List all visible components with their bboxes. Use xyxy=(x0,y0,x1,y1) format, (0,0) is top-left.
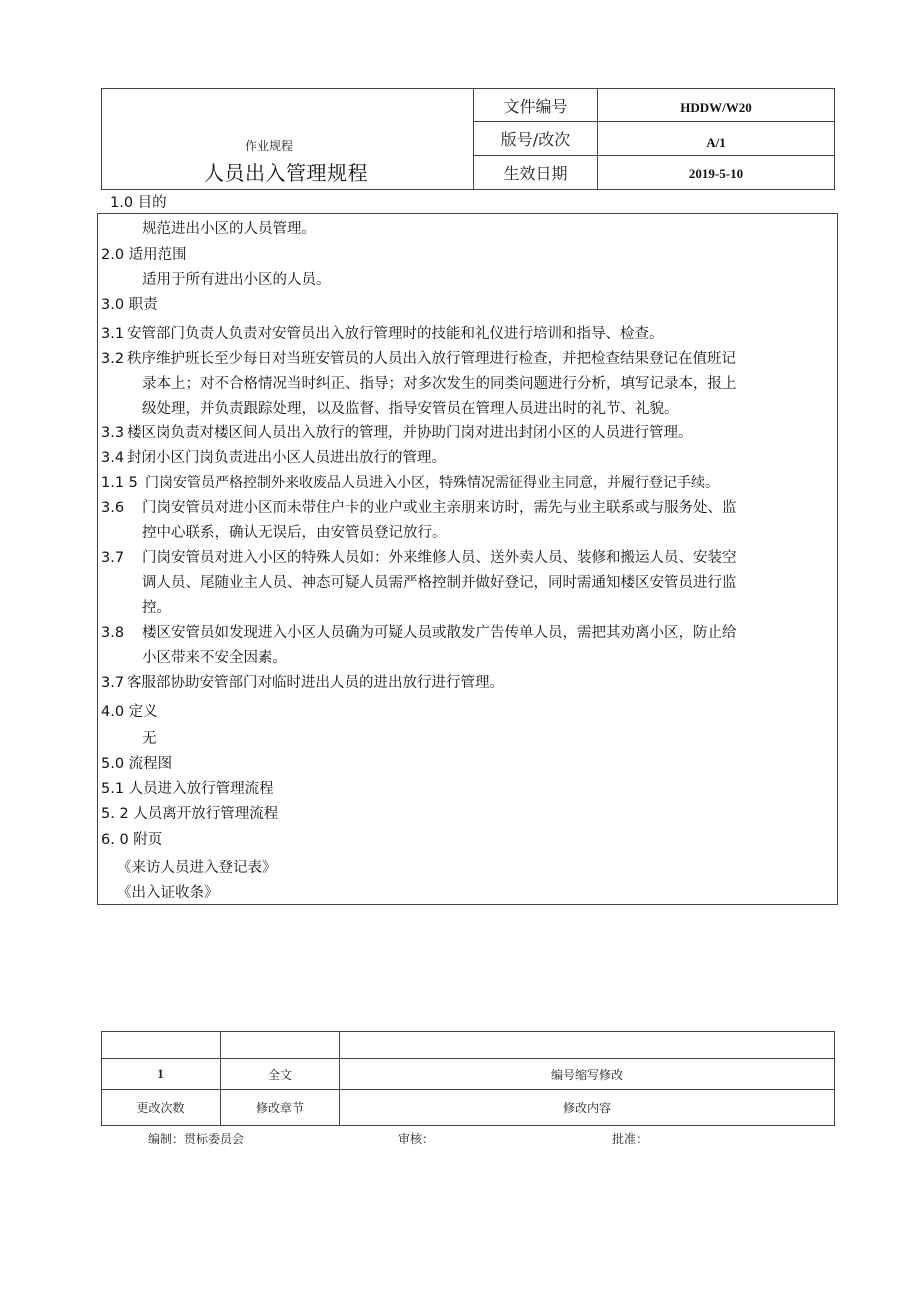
flowchart-item-2: 5. 2 人员离开放行管理流程 xyxy=(101,806,279,822)
document-category: 作业规程 xyxy=(245,139,294,153)
duty-text-line: 客服部协助安管部门对临时进出人员的进出放行进行管理。 xyxy=(127,675,504,691)
duty-number: 3.7 xyxy=(101,675,125,691)
duty-number: 3.3 xyxy=(101,425,125,441)
duty-text-line: 封闭小区门岗负责进出小区人员进出放行的管理。 xyxy=(127,450,446,466)
duty-number: 3.7 xyxy=(101,550,125,566)
duty-number: 1.1 5 xyxy=(101,475,138,491)
appendix-heading: 6. 0 附页 xyxy=(101,832,163,848)
signature-review: 审核： xyxy=(398,1132,435,1146)
duty-number: 3.4 xyxy=(101,450,125,466)
duty-number: 3.8 xyxy=(101,625,125,641)
revision-content: 编号缩写修改 xyxy=(550,1067,623,1082)
revision-chapter: 全文 xyxy=(267,1067,292,1082)
duty-text-line: 级处理，并负责跟踪处理，以及监督、指导安管员在管理人员进出时的礼节、礼貌。 xyxy=(142,401,679,417)
value-version: A/1 xyxy=(706,134,726,150)
duty-number: 3.6 xyxy=(101,500,125,516)
duty-text-line: 门岗安管员对进小区而未带住户卡的业户或业主亲朋来访时，需先与业主联系或与服务处、监 xyxy=(142,500,737,516)
duty-text-line: 门岗安管员对进入小区的特殊人员如：外来维修人员、送外卖人员、装修和搬运人员、安装空 xyxy=(142,550,737,566)
duty-text-line: 门岗安管员严格控制外来收废品人员进入小区，特殊情况需征得业主同意，并履行登记手续。 xyxy=(145,475,719,491)
flowchart-heading: 5.0 流程图 xyxy=(101,756,173,772)
definition-heading: 4.0 定义 xyxy=(101,704,158,720)
duty-text-line: 调人员、尾随业主人员、神态可疑人员需严格控制并做好登记，同时需通知楼区安管员进行监 xyxy=(142,575,737,591)
duty-text-line: 控。 xyxy=(142,600,171,616)
duty-text-line: 秩序维护班长至少每日对当班安管员的人员出入放行管理进行检查，并把检查结果登记在值班记 xyxy=(127,351,736,367)
flowchart-item-1: 5.1 人员进入放行管理流程 xyxy=(101,781,274,797)
signature-approve: 批准： xyxy=(612,1132,649,1146)
scope-heading: 2.0 适用范围 xyxy=(101,247,187,263)
purpose-heading: 1.0 目的 xyxy=(110,195,167,211)
duty-text-line: 控中心联系，确认无误后，由安管员登记放行。 xyxy=(142,525,447,541)
duty-text-line: 安管部门负责人负责对安管员出入放行管理时的技能和礼仪进行培训和指导、检查。 xyxy=(127,326,664,342)
value-doc-number: HDDW/W20 xyxy=(680,100,752,115)
document-title: 人员出入管理规程 xyxy=(204,161,368,185)
value-effective-date: 2019-5-10 xyxy=(688,165,744,181)
duty-number: 3.2 xyxy=(101,351,125,367)
duty-number: 3.1 xyxy=(101,326,125,342)
revision-header-chapter: 修改章节 xyxy=(255,1101,304,1115)
duty-text-line: 录本上；对不合格情况当时纠正、指导；对多次发生的同类问题进行分析，填写记录本，报上 xyxy=(142,376,737,392)
scope-text: 适用于所有进出小区的人员。 xyxy=(142,272,331,288)
revision-count: 1 xyxy=(157,1066,164,1081)
duty-text-line: 楼区岗负责对楼区间人员出入放行的管理，并协助门岗对进出封闭小区的人员进行管理。 xyxy=(127,425,693,441)
signature-compiled: 编制：贯标委员会 xyxy=(148,1132,245,1146)
duty-text-line: 小区带来不安全因素。 xyxy=(142,650,287,666)
duty-text-line: 楼区安管员如发现进入小区人员确为可疑人员或散发广告传单人员，需把其劝离小区，防止给 xyxy=(142,625,737,641)
label-version: 版号/改次 xyxy=(500,130,571,149)
appendix-item-1: 《来访人员进入登记表》 xyxy=(117,860,277,876)
label-doc-number: 文件编号 xyxy=(503,96,568,116)
revision-header-count: 更改次数 xyxy=(136,1101,185,1115)
purpose-text: 规范进出小区的人员管理。 xyxy=(142,221,316,237)
definition-text: 无 xyxy=(142,731,157,747)
label-effective-date: 生效日期 xyxy=(503,164,568,183)
revision-header-content: 修改内容 xyxy=(562,1101,611,1115)
duty-heading: 3.0 职责 xyxy=(101,297,158,313)
appendix-item-2: 《出入证收条》 xyxy=(117,885,219,901)
